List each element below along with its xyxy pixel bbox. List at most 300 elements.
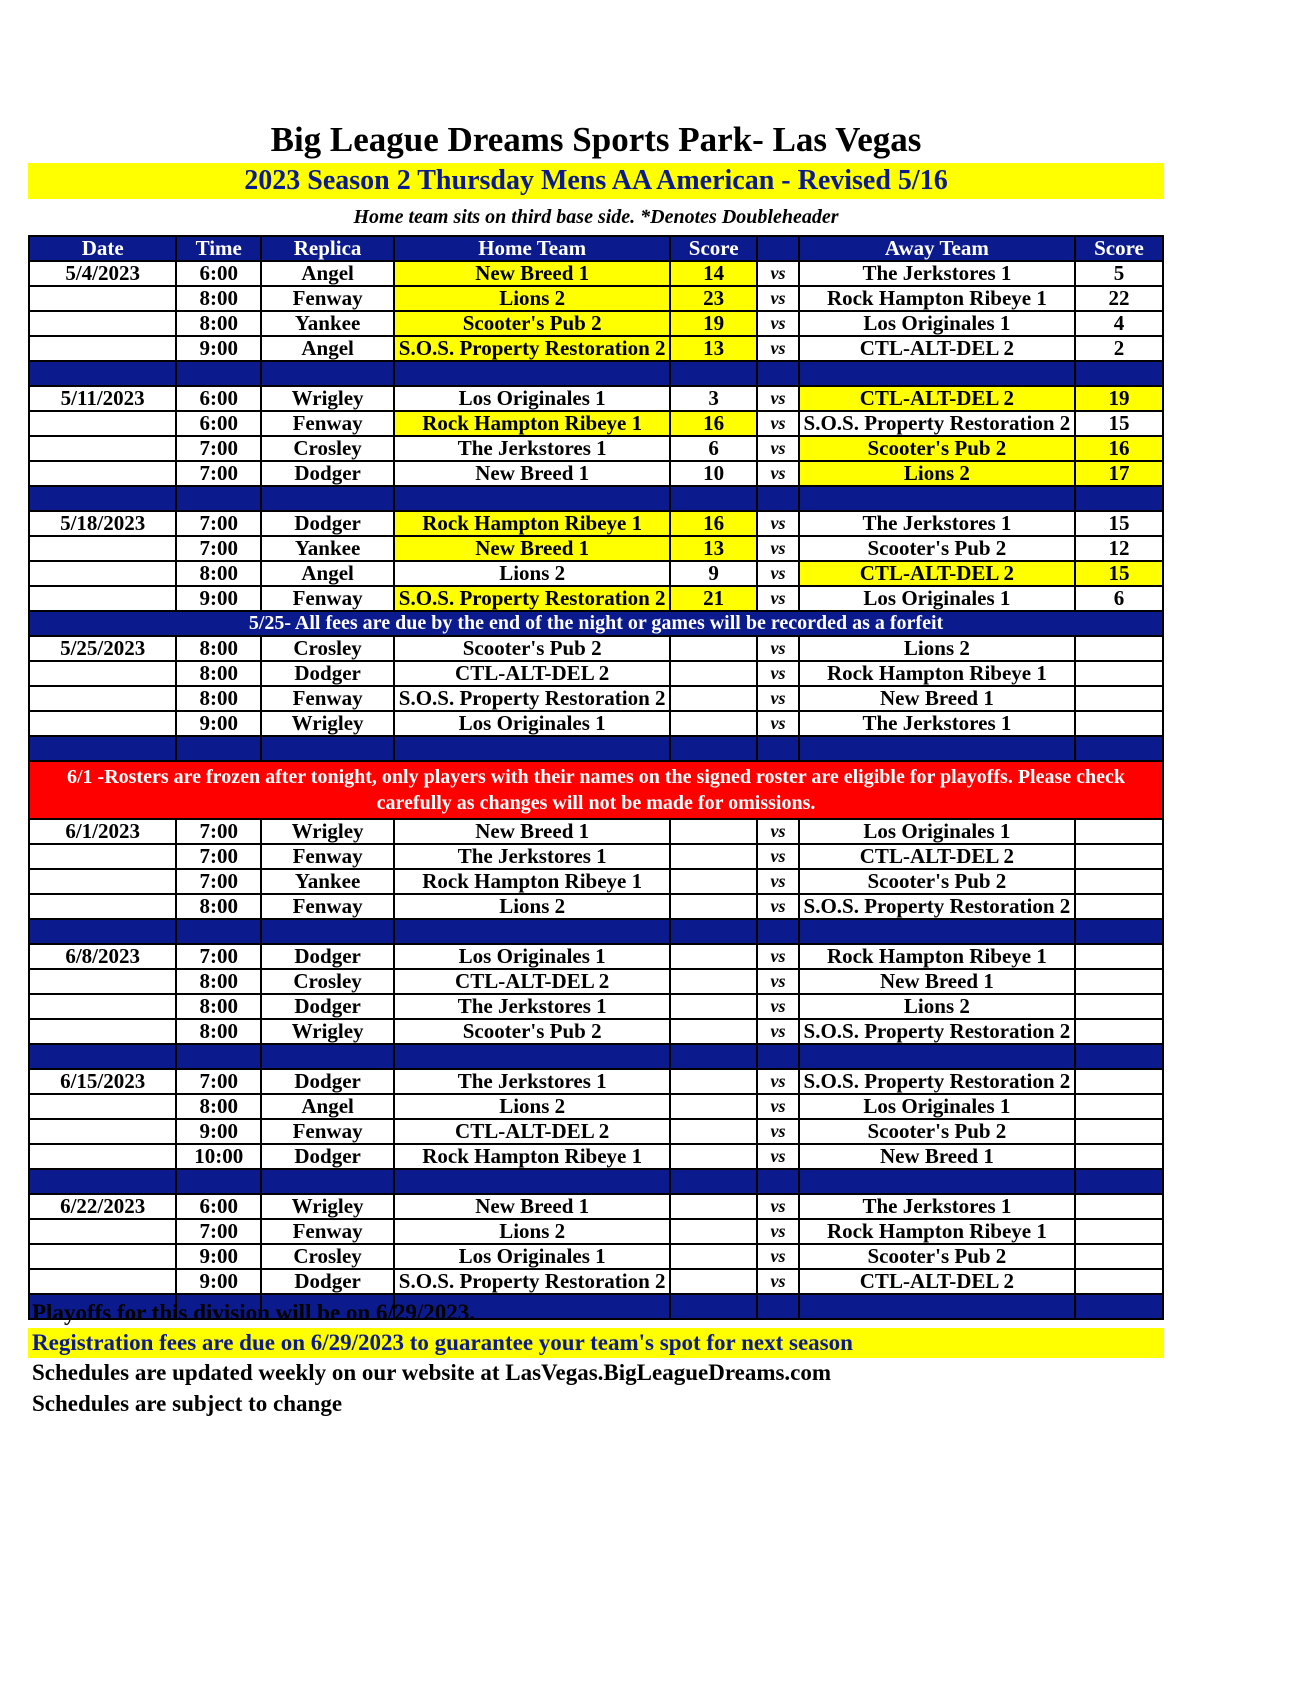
away-team-cell: Lions 2 bbox=[799, 994, 1075, 1019]
separator-row bbox=[29, 1044, 1163, 1069]
separator-cell bbox=[29, 919, 176, 944]
away-team-cell: CTL-ALT-DEL 2 bbox=[799, 1269, 1075, 1294]
home-score-cell bbox=[670, 661, 757, 686]
replica-cell: Fenway bbox=[261, 686, 394, 711]
away-score-cell: 12 bbox=[1075, 536, 1163, 561]
replica-cell: Dodger bbox=[261, 1144, 394, 1169]
home-score-cell bbox=[670, 636, 757, 661]
vs-cell: vs bbox=[757, 1019, 799, 1044]
home-score-cell bbox=[670, 1144, 757, 1169]
replica-cell: Dodger bbox=[261, 661, 394, 686]
date-cell bbox=[29, 1119, 176, 1144]
away-score-cell bbox=[1075, 661, 1163, 686]
home-score-cell bbox=[670, 1069, 757, 1094]
separator-cell bbox=[394, 1169, 670, 1194]
away-team-cell: The Jerkstores 1 bbox=[799, 1194, 1075, 1219]
home-score-cell bbox=[670, 1094, 757, 1119]
replica-cell: Angel bbox=[261, 1094, 394, 1119]
separator-cell bbox=[799, 736, 1075, 761]
replica-cell: Crosley bbox=[261, 969, 394, 994]
replica-cell: Wrigley bbox=[261, 819, 394, 844]
home-team-cell: S.O.S. Property Restoration 2 bbox=[394, 586, 670, 611]
away-score-cell: 4 bbox=[1075, 311, 1163, 336]
separator-cell bbox=[394, 919, 670, 944]
home-team-cell: CTL-ALT-DEL 2 bbox=[394, 1119, 670, 1144]
away-team-cell: CTL-ALT-DEL 2 bbox=[799, 561, 1075, 586]
vs-cell: vs bbox=[757, 819, 799, 844]
date-cell bbox=[29, 336, 176, 361]
game-row bbox=[29, 969, 1163, 994]
separator-cell bbox=[29, 1044, 176, 1069]
home-score-cell bbox=[670, 1244, 757, 1269]
website-note: Schedules are updated weekly on our website at LasVegas.BigLeagueDreams.com bbox=[32, 1360, 832, 1385]
home-score-cell bbox=[670, 994, 757, 1019]
away-team-cell: Scooter's Pub 2 bbox=[799, 1119, 1075, 1144]
home-team-cell: Rock Hampton Ribeye 1 bbox=[394, 411, 670, 436]
replica-cell: Angel bbox=[261, 261, 394, 286]
vs-cell: vs bbox=[757, 944, 799, 969]
vs-cell: vs bbox=[757, 386, 799, 411]
replica-cell: Yankee bbox=[261, 311, 394, 336]
home-score-cell: 21 bbox=[670, 586, 757, 611]
col-header-away-score: Score bbox=[1075, 236, 1163, 261]
date-cell bbox=[29, 586, 176, 611]
date-cell bbox=[29, 711, 176, 736]
separator-cell bbox=[394, 1044, 670, 1069]
notice-text: 5/25- All fees are due by the end of the night or games will be recorded as a forfeit bbox=[29, 611, 1163, 636]
home-score-cell: 23 bbox=[670, 286, 757, 311]
vs-cell: vs bbox=[757, 586, 799, 611]
date-cell: 5/25/2023 bbox=[29, 636, 176, 661]
replica-cell: Dodger bbox=[261, 511, 394, 536]
away-team-cell: Scooter's Pub 2 bbox=[799, 869, 1075, 894]
col-header-replica: Replica bbox=[261, 236, 394, 261]
separator-cell bbox=[1075, 736, 1163, 761]
game-row bbox=[29, 1244, 1163, 1269]
home-team-cell: Rock Hampton Ribeye 1 bbox=[394, 511, 670, 536]
separator-cell bbox=[670, 486, 757, 511]
home-team-cell: The Jerkstores 1 bbox=[394, 436, 670, 461]
date-cell bbox=[29, 461, 176, 486]
vs-cell: vs bbox=[757, 636, 799, 661]
away-team-cell: The Jerkstores 1 bbox=[799, 511, 1075, 536]
time-cell: 7:00 bbox=[176, 1069, 261, 1094]
game-row bbox=[29, 1094, 1163, 1119]
vs-cell: vs bbox=[757, 844, 799, 869]
time-cell: 8:00 bbox=[176, 686, 261, 711]
away-score-cell bbox=[1075, 1144, 1163, 1169]
away-team-cell: S.O.S. Property Restoration 2 bbox=[799, 411, 1075, 436]
home-score-cell: 19 bbox=[670, 311, 757, 336]
away-team-cell: Rock Hampton Ribeye 1 bbox=[799, 944, 1075, 969]
playoffs-note: Playoffs for this division will be on 6/29/2023. bbox=[32, 1300, 476, 1325]
separator-cell bbox=[799, 361, 1075, 386]
separator-cell bbox=[670, 361, 757, 386]
home-team-cell: Lions 2 bbox=[394, 286, 670, 311]
home-team-cell: New Breed 1 bbox=[394, 261, 670, 286]
date-cell bbox=[29, 969, 176, 994]
separator-cell bbox=[261, 1169, 394, 1194]
separator-cell bbox=[394, 361, 670, 386]
separator-row bbox=[29, 486, 1163, 511]
separator-cell bbox=[176, 1044, 261, 1069]
home-score-cell: 13 bbox=[670, 536, 757, 561]
home-score-cell bbox=[670, 969, 757, 994]
away-team-cell: New Breed 1 bbox=[799, 969, 1075, 994]
game-row bbox=[29, 1119, 1163, 1144]
time-cell: 7:00 bbox=[176, 511, 261, 536]
time-cell: 9:00 bbox=[176, 711, 261, 736]
separator-cell bbox=[261, 361, 394, 386]
separator-cell bbox=[670, 1044, 757, 1069]
replica-cell: Dodger bbox=[261, 994, 394, 1019]
game-row bbox=[29, 944, 1163, 969]
time-cell: 6:00 bbox=[176, 1194, 261, 1219]
time-cell: 9:00 bbox=[176, 1244, 261, 1269]
notice-row bbox=[29, 611, 1163, 636]
separator-cell bbox=[757, 736, 799, 761]
date-cell bbox=[29, 844, 176, 869]
separator-cell bbox=[261, 1044, 394, 1069]
home-team-cell: Lions 2 bbox=[394, 561, 670, 586]
separator-cell bbox=[1075, 1169, 1163, 1194]
home-team-cell: The Jerkstores 1 bbox=[394, 994, 670, 1019]
date-cell: 5/11/2023 bbox=[29, 386, 176, 411]
date-cell bbox=[29, 994, 176, 1019]
vs-cell: vs bbox=[757, 869, 799, 894]
date-cell bbox=[29, 311, 176, 336]
replica-cell: Angel bbox=[261, 561, 394, 586]
home-team-cell: Scooter's Pub 2 bbox=[394, 636, 670, 661]
date-cell bbox=[29, 1219, 176, 1244]
replica-cell: Wrigley bbox=[261, 1019, 394, 1044]
away-score-cell: 16 bbox=[1075, 436, 1163, 461]
away-score-cell: 6 bbox=[1075, 586, 1163, 611]
home-team-cell: CTL-ALT-DEL 2 bbox=[394, 969, 670, 994]
vs-cell: vs bbox=[757, 1244, 799, 1269]
time-cell: 6:00 bbox=[176, 261, 261, 286]
game-row bbox=[29, 261, 1163, 286]
separator-cell bbox=[176, 919, 261, 944]
vs-cell: vs bbox=[757, 261, 799, 286]
game-row bbox=[29, 336, 1163, 361]
game-row bbox=[29, 1219, 1163, 1244]
away-team-cell: Los Originales 1 bbox=[799, 586, 1075, 611]
separator-cell bbox=[1075, 486, 1163, 511]
date-cell bbox=[29, 1094, 176, 1119]
separator-cell bbox=[29, 361, 176, 386]
game-row bbox=[29, 994, 1163, 1019]
schedule-table bbox=[28, 235, 1164, 1320]
date-cell: 6/15/2023 bbox=[29, 1069, 176, 1094]
alert-row bbox=[29, 761, 1163, 819]
vs-cell: vs bbox=[757, 336, 799, 361]
date-cell bbox=[29, 411, 176, 436]
home-score-cell: 10 bbox=[670, 461, 757, 486]
away-team-cell: New Breed 1 bbox=[799, 686, 1075, 711]
home-team-cell: New Breed 1 bbox=[394, 1194, 670, 1219]
col-header-home-score: Score bbox=[670, 236, 757, 261]
away-score-cell bbox=[1075, 1019, 1163, 1044]
away-score-cell bbox=[1075, 844, 1163, 869]
home-team-cell: Lions 2 bbox=[394, 1219, 670, 1244]
time-cell: 8:00 bbox=[176, 1019, 261, 1044]
vs-cell: vs bbox=[757, 561, 799, 586]
date-cell: 6/1/2023 bbox=[29, 819, 176, 844]
home-score-cell bbox=[670, 1019, 757, 1044]
separator-cell bbox=[670, 736, 757, 761]
away-team-cell: The Jerkstores 1 bbox=[799, 711, 1075, 736]
replica-cell: Fenway bbox=[261, 286, 394, 311]
home-score-cell bbox=[670, 1119, 757, 1144]
date-cell: 5/18/2023 bbox=[29, 511, 176, 536]
game-row bbox=[29, 436, 1163, 461]
separator-cell bbox=[261, 919, 394, 944]
date-cell bbox=[29, 1144, 176, 1169]
date-cell bbox=[29, 536, 176, 561]
time-cell: 8:00 bbox=[176, 636, 261, 661]
separator-cell bbox=[29, 736, 176, 761]
home-team-cell: New Breed 1 bbox=[394, 461, 670, 486]
replica-cell: Wrigley bbox=[261, 386, 394, 411]
time-cell: 7:00 bbox=[176, 436, 261, 461]
replica-cell: Angel bbox=[261, 336, 394, 361]
vs-cell: vs bbox=[757, 1144, 799, 1169]
game-row bbox=[29, 869, 1163, 894]
game-row bbox=[29, 661, 1163, 686]
vs-cell: vs bbox=[757, 711, 799, 736]
separator-cell bbox=[757, 1169, 799, 1194]
home-score-cell: 6 bbox=[670, 436, 757, 461]
away-score-cell: 19 bbox=[1075, 386, 1163, 411]
col-header-away-team: Away Team bbox=[799, 236, 1075, 261]
time-cell: 8:00 bbox=[176, 661, 261, 686]
vs-cell: vs bbox=[757, 894, 799, 919]
time-cell: 9:00 bbox=[176, 336, 261, 361]
date-cell bbox=[29, 1269, 176, 1294]
replica-cell: Yankee bbox=[261, 536, 394, 561]
vs-cell: vs bbox=[757, 1219, 799, 1244]
away-team-cell: Los Originales 1 bbox=[799, 1094, 1075, 1119]
time-cell: 7:00 bbox=[176, 461, 261, 486]
time-cell: 8:00 bbox=[176, 969, 261, 994]
replica-cell: Fenway bbox=[261, 586, 394, 611]
away-team-cell: Los Originales 1 bbox=[799, 819, 1075, 844]
away-team-cell: S.O.S. Property Restoration 2 bbox=[799, 1019, 1075, 1044]
alert-text: 6/1 -Rosters are frozen after tonight, only players with their names on the signed roster are eligible for playoffs. Please check carefully as changes will not be made for omissions. bbox=[29, 761, 1163, 819]
game-row bbox=[29, 686, 1163, 711]
game-row bbox=[29, 711, 1163, 736]
separator-cell bbox=[757, 486, 799, 511]
away-team-cell: CTL-ALT-DEL 2 bbox=[799, 386, 1075, 411]
separator-row bbox=[29, 919, 1163, 944]
registration-note: Registration fees are due on 6/29/2023 to guarantee your team's spot for next season bbox=[28, 1328, 1164, 1358]
separator-cell bbox=[1075, 361, 1163, 386]
col-header-home-team: Home Team bbox=[394, 236, 670, 261]
game-row bbox=[29, 1144, 1163, 1169]
replica-cell: Yankee bbox=[261, 869, 394, 894]
separator-cell bbox=[261, 736, 394, 761]
time-cell: 9:00 bbox=[176, 1119, 261, 1144]
away-score-cell: 15 bbox=[1075, 411, 1163, 436]
home-team-cell: The Jerkstores 1 bbox=[394, 844, 670, 869]
home-team-cell: Scooter's Pub 2 bbox=[394, 311, 670, 336]
replica-cell: Dodger bbox=[261, 1269, 394, 1294]
away-team-cell: Rock Hampton Ribeye 1 bbox=[799, 661, 1075, 686]
away-score-cell: 5 bbox=[1075, 261, 1163, 286]
home-score-cell bbox=[670, 1219, 757, 1244]
time-cell: 9:00 bbox=[176, 586, 261, 611]
home-team-cell: Rock Hampton Ribeye 1 bbox=[394, 1144, 670, 1169]
home-team-cell: New Breed 1 bbox=[394, 819, 670, 844]
home-score-cell: 13 bbox=[670, 336, 757, 361]
replica-cell: Dodger bbox=[261, 944, 394, 969]
time-cell: 8:00 bbox=[176, 1094, 261, 1119]
away-score-cell bbox=[1075, 944, 1163, 969]
replica-cell: Wrigley bbox=[261, 711, 394, 736]
separator-cell bbox=[670, 1169, 757, 1194]
separator-cell bbox=[261, 486, 394, 511]
away-score-cell bbox=[1075, 1194, 1163, 1219]
home-team-cell: The Jerkstores 1 bbox=[394, 1069, 670, 1094]
time-cell: 8:00 bbox=[176, 894, 261, 919]
away-team-cell: S.O.S. Property Restoration 2 bbox=[799, 894, 1075, 919]
home-score-cell: 3 bbox=[670, 386, 757, 411]
col-header-vs bbox=[757, 236, 799, 261]
away-team-cell: CTL-ALT-DEL 2 bbox=[799, 844, 1075, 869]
replica-cell: Crosley bbox=[261, 436, 394, 461]
away-score-cell bbox=[1075, 969, 1163, 994]
home-team-cell: Scooter's Pub 2 bbox=[394, 1019, 670, 1044]
separator-cell bbox=[29, 486, 176, 511]
replica-cell: Dodger bbox=[261, 1069, 394, 1094]
home-team-cell: S.O.S. Property Restoration 2 bbox=[394, 1269, 670, 1294]
game-row bbox=[29, 536, 1163, 561]
away-score-cell bbox=[1075, 1069, 1163, 1094]
home-team-cell: Lions 2 bbox=[394, 894, 670, 919]
page-title: Big League Dreams Sports Park- Las Vegas bbox=[270, 120, 922, 159]
away-score-cell: 22 bbox=[1075, 286, 1163, 311]
away-score-cell bbox=[1075, 711, 1163, 736]
away-team-cell: Lions 2 bbox=[799, 636, 1075, 661]
separator-cell bbox=[1075, 919, 1163, 944]
date-cell bbox=[29, 661, 176, 686]
time-cell: 8:00 bbox=[176, 286, 261, 311]
date-cell bbox=[29, 1019, 176, 1044]
date-cell: 6/22/2023 bbox=[29, 1194, 176, 1219]
game-row bbox=[29, 636, 1163, 661]
time-cell: 9:00 bbox=[176, 1269, 261, 1294]
home-score-cell: 9 bbox=[670, 561, 757, 586]
home-score-cell bbox=[670, 686, 757, 711]
vs-cell: vs bbox=[757, 411, 799, 436]
vs-cell: vs bbox=[757, 1094, 799, 1119]
home-score-cell bbox=[670, 844, 757, 869]
vs-cell: vs bbox=[757, 1194, 799, 1219]
time-cell: 7:00 bbox=[176, 1219, 261, 1244]
subject-note: Schedules are subject to change bbox=[32, 1391, 343, 1416]
home-score-cell bbox=[670, 944, 757, 969]
replica-cell: Crosley bbox=[261, 1244, 394, 1269]
replica-cell: Fenway bbox=[261, 1119, 394, 1144]
replica-cell: Fenway bbox=[261, 844, 394, 869]
separator-row bbox=[29, 361, 1163, 386]
home-team-cell: Los Originales 1 bbox=[394, 1244, 670, 1269]
home-team-cell: Los Originales 1 bbox=[394, 944, 670, 969]
away-score-cell bbox=[1075, 1269, 1163, 1294]
date-cell bbox=[29, 286, 176, 311]
away-team-cell: Scooter's Pub 2 bbox=[799, 536, 1075, 561]
game-row bbox=[29, 511, 1163, 536]
time-cell: 7:00 bbox=[176, 536, 261, 561]
separator-cell bbox=[394, 486, 670, 511]
away-score-cell bbox=[1075, 994, 1163, 1019]
replica-cell: Dodger bbox=[261, 461, 394, 486]
separator-cell bbox=[757, 1044, 799, 1069]
away-score-cell bbox=[1075, 819, 1163, 844]
replica-cell: Fenway bbox=[261, 894, 394, 919]
date-cell bbox=[29, 869, 176, 894]
replica-cell: Fenway bbox=[261, 411, 394, 436]
table-header-row bbox=[29, 236, 1163, 261]
time-cell: 8:00 bbox=[176, 311, 261, 336]
away-team-cell: Lions 2 bbox=[799, 461, 1075, 486]
separator-cell bbox=[176, 361, 261, 386]
away-team-cell: CTL-ALT-DEL 2 bbox=[799, 336, 1075, 361]
home-score-cell bbox=[670, 1269, 757, 1294]
away-team-cell: Rock Hampton Ribeye 1 bbox=[799, 1219, 1075, 1244]
time-cell: 8:00 bbox=[176, 561, 261, 586]
separator-row bbox=[29, 1169, 1163, 1194]
away-team-cell: S.O.S. Property Restoration 2 bbox=[799, 1069, 1075, 1094]
replica-cell: Wrigley bbox=[261, 1194, 394, 1219]
time-cell: 7:00 bbox=[176, 869, 261, 894]
home-team-cell: Los Originales 1 bbox=[394, 711, 670, 736]
game-row bbox=[29, 461, 1163, 486]
date-cell bbox=[29, 436, 176, 461]
game-row bbox=[29, 1269, 1163, 1294]
vs-cell: vs bbox=[757, 536, 799, 561]
away-team-cell: Rock Hampton Ribeye 1 bbox=[799, 286, 1075, 311]
vs-cell: vs bbox=[757, 461, 799, 486]
game-row bbox=[29, 311, 1163, 336]
separator-cell bbox=[799, 919, 1075, 944]
home-team-cell: New Breed 1 bbox=[394, 536, 670, 561]
vs-cell: vs bbox=[757, 1119, 799, 1144]
col-header-date: Date bbox=[29, 236, 176, 261]
col-header-time: Time bbox=[176, 236, 261, 261]
separator-cell bbox=[176, 736, 261, 761]
time-cell: 7:00 bbox=[176, 844, 261, 869]
date-cell: 6/8/2023 bbox=[29, 944, 176, 969]
away-score-cell bbox=[1075, 1094, 1163, 1119]
separator-cell bbox=[799, 1169, 1075, 1194]
vs-cell: vs bbox=[757, 686, 799, 711]
away-team-cell: The Jerkstores 1 bbox=[799, 261, 1075, 286]
home-team-cell: S.O.S. Property Restoration 2 bbox=[394, 686, 670, 711]
away-score-cell bbox=[1075, 686, 1163, 711]
home-team-cell: Los Originales 1 bbox=[394, 386, 670, 411]
vs-cell: vs bbox=[757, 286, 799, 311]
separator-row bbox=[29, 736, 1163, 761]
game-row bbox=[29, 586, 1163, 611]
game-row bbox=[29, 411, 1163, 436]
time-cell: 6:00 bbox=[176, 386, 261, 411]
home-score-cell: 14 bbox=[670, 261, 757, 286]
home-score-cell bbox=[670, 869, 757, 894]
separator-cell bbox=[799, 1044, 1075, 1069]
game-row bbox=[29, 386, 1163, 411]
